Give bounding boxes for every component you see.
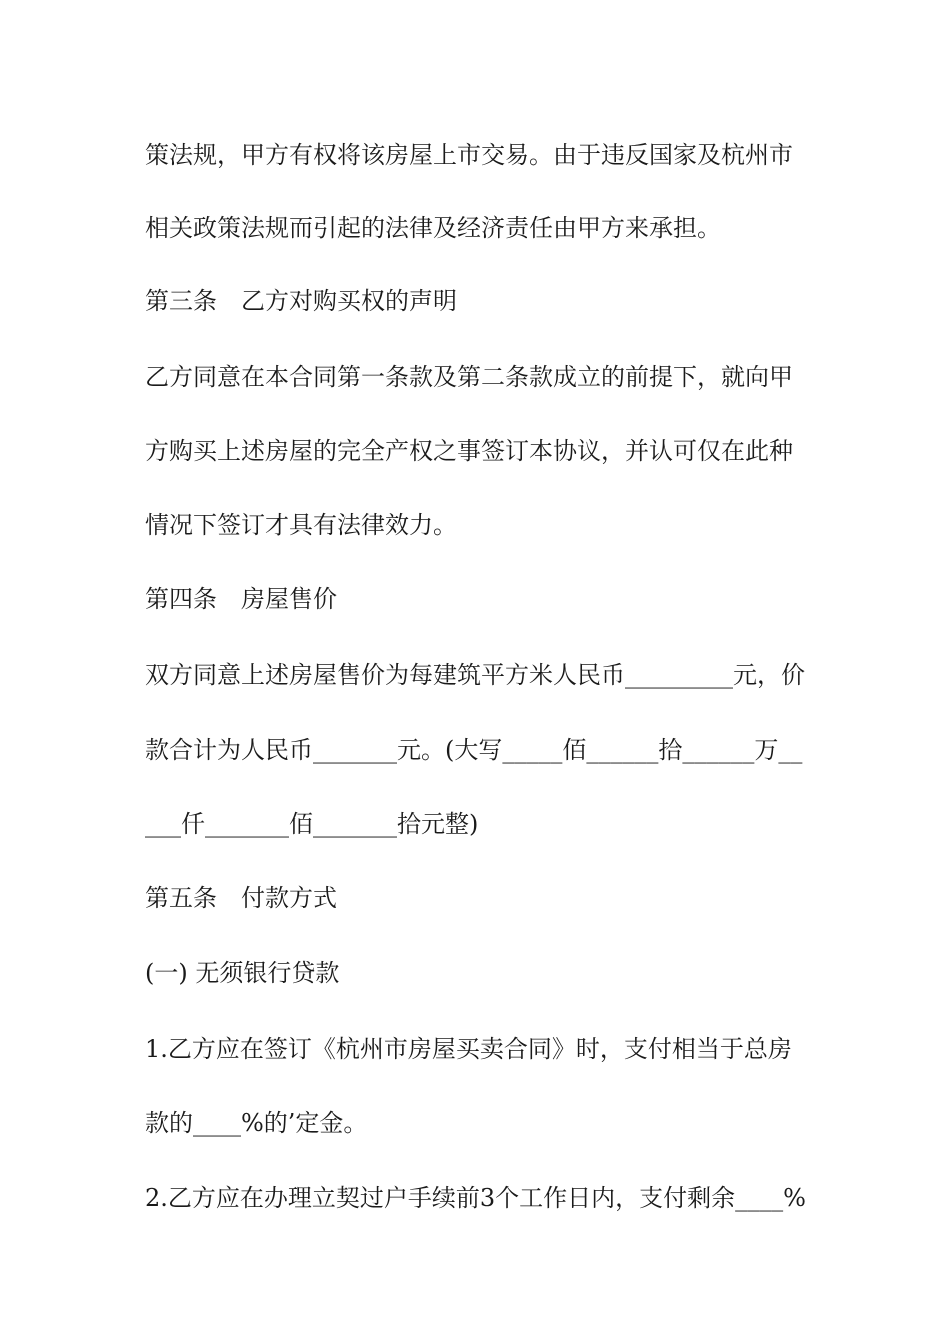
text-line: 款合计为人民币_______元。(大写_____佰______拾______万__	[145, 736, 803, 764]
text-line: 策法规，甲方有权将该房屋上市交易。由于违反国家及杭州市	[145, 141, 793, 169]
text-line: 方购买上述房屋的完全产权之事签订本协议，并认可仅在此种	[145, 437, 793, 465]
text-line: 2.乙方应在办理立契过户手续前3个工作日内，支付剩余____%	[145, 1184, 806, 1212]
text-line: ___仟_______佰_______拾元整)	[145, 810, 479, 838]
subsection-heading: (一) 无须银行贷款	[145, 959, 340, 987]
section-heading: 第四条 房屋售价	[145, 585, 337, 613]
text-line: 乙方同意在本合同第一条款及第二条款成立的前提下，就向甲	[145, 363, 793, 391]
text-line: 1.乙方应在签订《杭州市房屋买卖合同》时，支付相当于总房	[145, 1035, 792, 1063]
text-line: 情况下签订才具有法律效力。	[145, 511, 457, 539]
section-heading: 第五条 付款方式	[145, 884, 337, 912]
text-line: 相关政策法规而引起的法律及经济责任由甲方来承担。	[145, 214, 721, 242]
text-line: 款的____%的’定金。	[145, 1109, 368, 1137]
text-line: 双方同意上述房屋售价为每建筑平方米人民币_________元，价	[145, 661, 805, 689]
section-heading: 第三条 乙方对购买权的声明	[145, 287, 457, 315]
